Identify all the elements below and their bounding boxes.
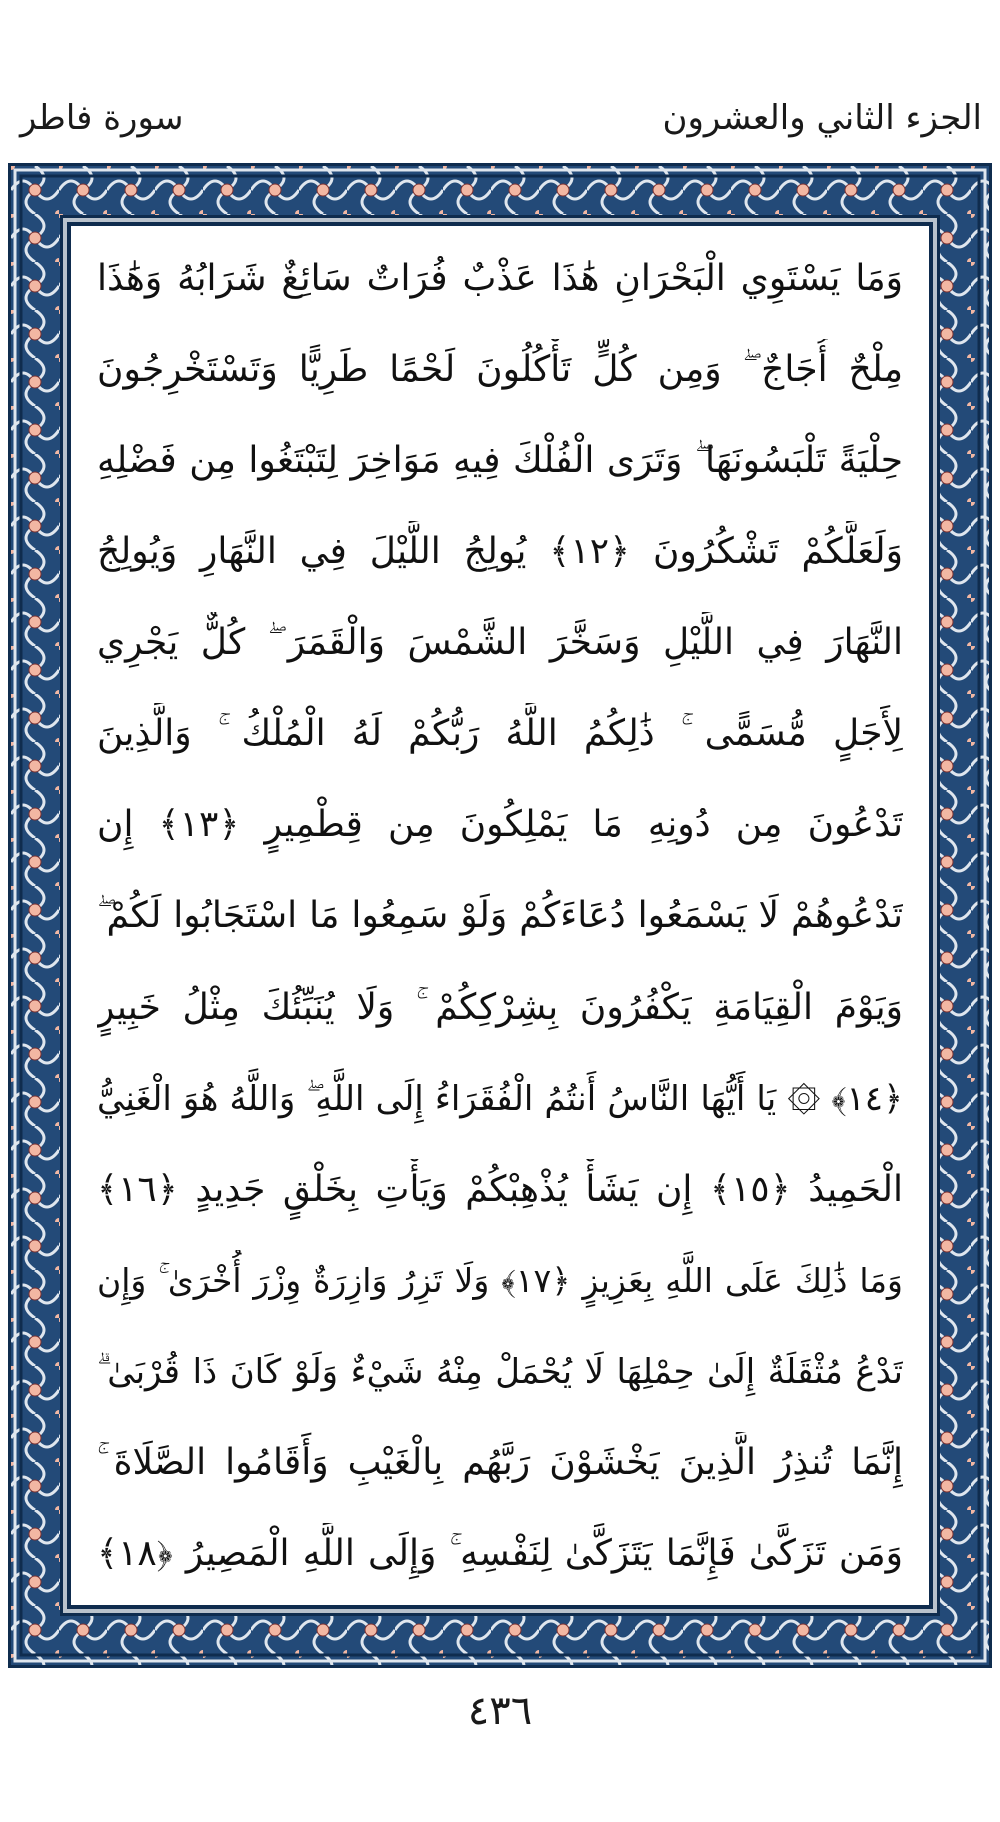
verse-lines <box>97 248 903 1585</box>
surah-label: سورة فاطر <box>20 98 184 138</box>
verse-line: وَمَا يَسْتَوِي الْبَحْرَانِ هَٰذَا عَذْبٌ فُرَاتٌ سَائِغٌ شَرَابُهُ وَهَٰذَا <box>97 258 903 299</box>
verse-line: إِنَّمَا تُنذِرُ الَّذِينَ يَخْشَوْنَ رَبَّهُم بِالْغَيْبِ وَأَقَامُوا الصَّلَاةَ ۚ <box>97 1441 903 1483</box>
text-panel <box>67 222 933 1609</box>
verse-line: مِلْحٌ أُجَاجٌ ۖ وَمِن كُلٍّ تَأْكُلُونَ لَحْمًا طَرِيًّا وَتَسْتَخْرِجُونَ <box>97 349 903 391</box>
verse-line: حِلْيَةً تَلْبَسُونَهَا ۖ وَتَرَى الْفُلْكَ فِيهِ مَوَاخِرَ لِتَبْتَغُوا مِن فَضْلِهِ <box>97 440 903 482</box>
verse-line: تَدْعُ مُثْقَلَةٌ إِلَىٰ حِمْلِهَا لَا يُحْمَلْ مِنْهُ شَيْءٌ وَلَوْ كَانَ ذَا قُرْبَىٰ ۗ <box>97 1351 903 1392</box>
juz-label: الجزء الثاني والعشرون <box>662 98 982 138</box>
verse-line: ﴿١٤﴾ ۞ يَا أَيُّهَا النَّاسُ أَنتُمُ الْفُقَرَاءُ إِلَى اللَّهِ ۖ وَاللَّهُ هُوَ الْغَنِيُّ <box>97 1078 903 1119</box>
verse-line: وَمَا ذَٰلِكَ عَلَى اللَّهِ بِعَزِيزٍ ﴿١٧﴾ وَلَا تَزِرُ وَازِرَةٌ وِزْرَ أُخْرَىٰ ۚ وَإِن <box>97 1260 903 1300</box>
verse-line: وَمَن تَزَكَّىٰ فَإِنَّمَا يَتَزَكَّىٰ لِنَفْسِهِ ۚ وَإِلَى اللَّهِ الْمَصِيرُ ﴿١٨﴾ <box>97 1532 903 1574</box>
verse-line: وَيَوْمَ الْقِيَامَةِ يَكْفُرُونَ بِشِرْكِكُمْ ۚ وَلَا يُنَبِّئُكَ مِثْلُ خَبِيرٍ <box>97 986 903 1028</box>
page-header <box>0 0 1000 160</box>
ornamental-frame <box>8 163 992 1668</box>
verse-line: تَدْعُوهُمْ لَا يَسْمَعُوا دُعَاءَكُمْ وَلَوْ سَمِعُوا مَا اسْتَجَابُوا لَكُمْ ۖ <box>97 895 903 937</box>
verse-line: النَّهَارَ فِي اللَّيْلِ وَسَخَّرَ الشَّمْسَ وَالْقَمَرَ ۖ كُلٌّ يَجْرِي <box>97 622 903 664</box>
verse-line: وَلَعَلَّكُمْ تَشْكُرُونَ ﴿١٢﴾ يُولِجُ اللَّيْلَ فِي النَّهَارِ وَيُولِجُ <box>97 531 903 573</box>
verse-line: لِأَجَلٍ مُّسَمًّى ۚ ذَٰلِكُمُ اللَّهُ رَبُّكُمْ لَهُ الْمُلْكُ ۚ وَالَّذِينَ <box>97 713 903 755</box>
verse-line: الْحَمِيدُ ﴿١٥﴾ إِن يَشَأْ يُذْهِبْكُمْ وَيَأْتِ بِخَلْقٍ جَدِيدٍ ﴿١٦﴾ <box>97 1168 903 1210</box>
verse-line: تَدْعُونَ مِن دُونِهِ مَا يَمْلِكُونَ مِن قِطْمِيرٍ ﴿١٣﴾ إِن <box>97 804 903 846</box>
page-number: ٤٣٦ <box>467 1688 533 1734</box>
